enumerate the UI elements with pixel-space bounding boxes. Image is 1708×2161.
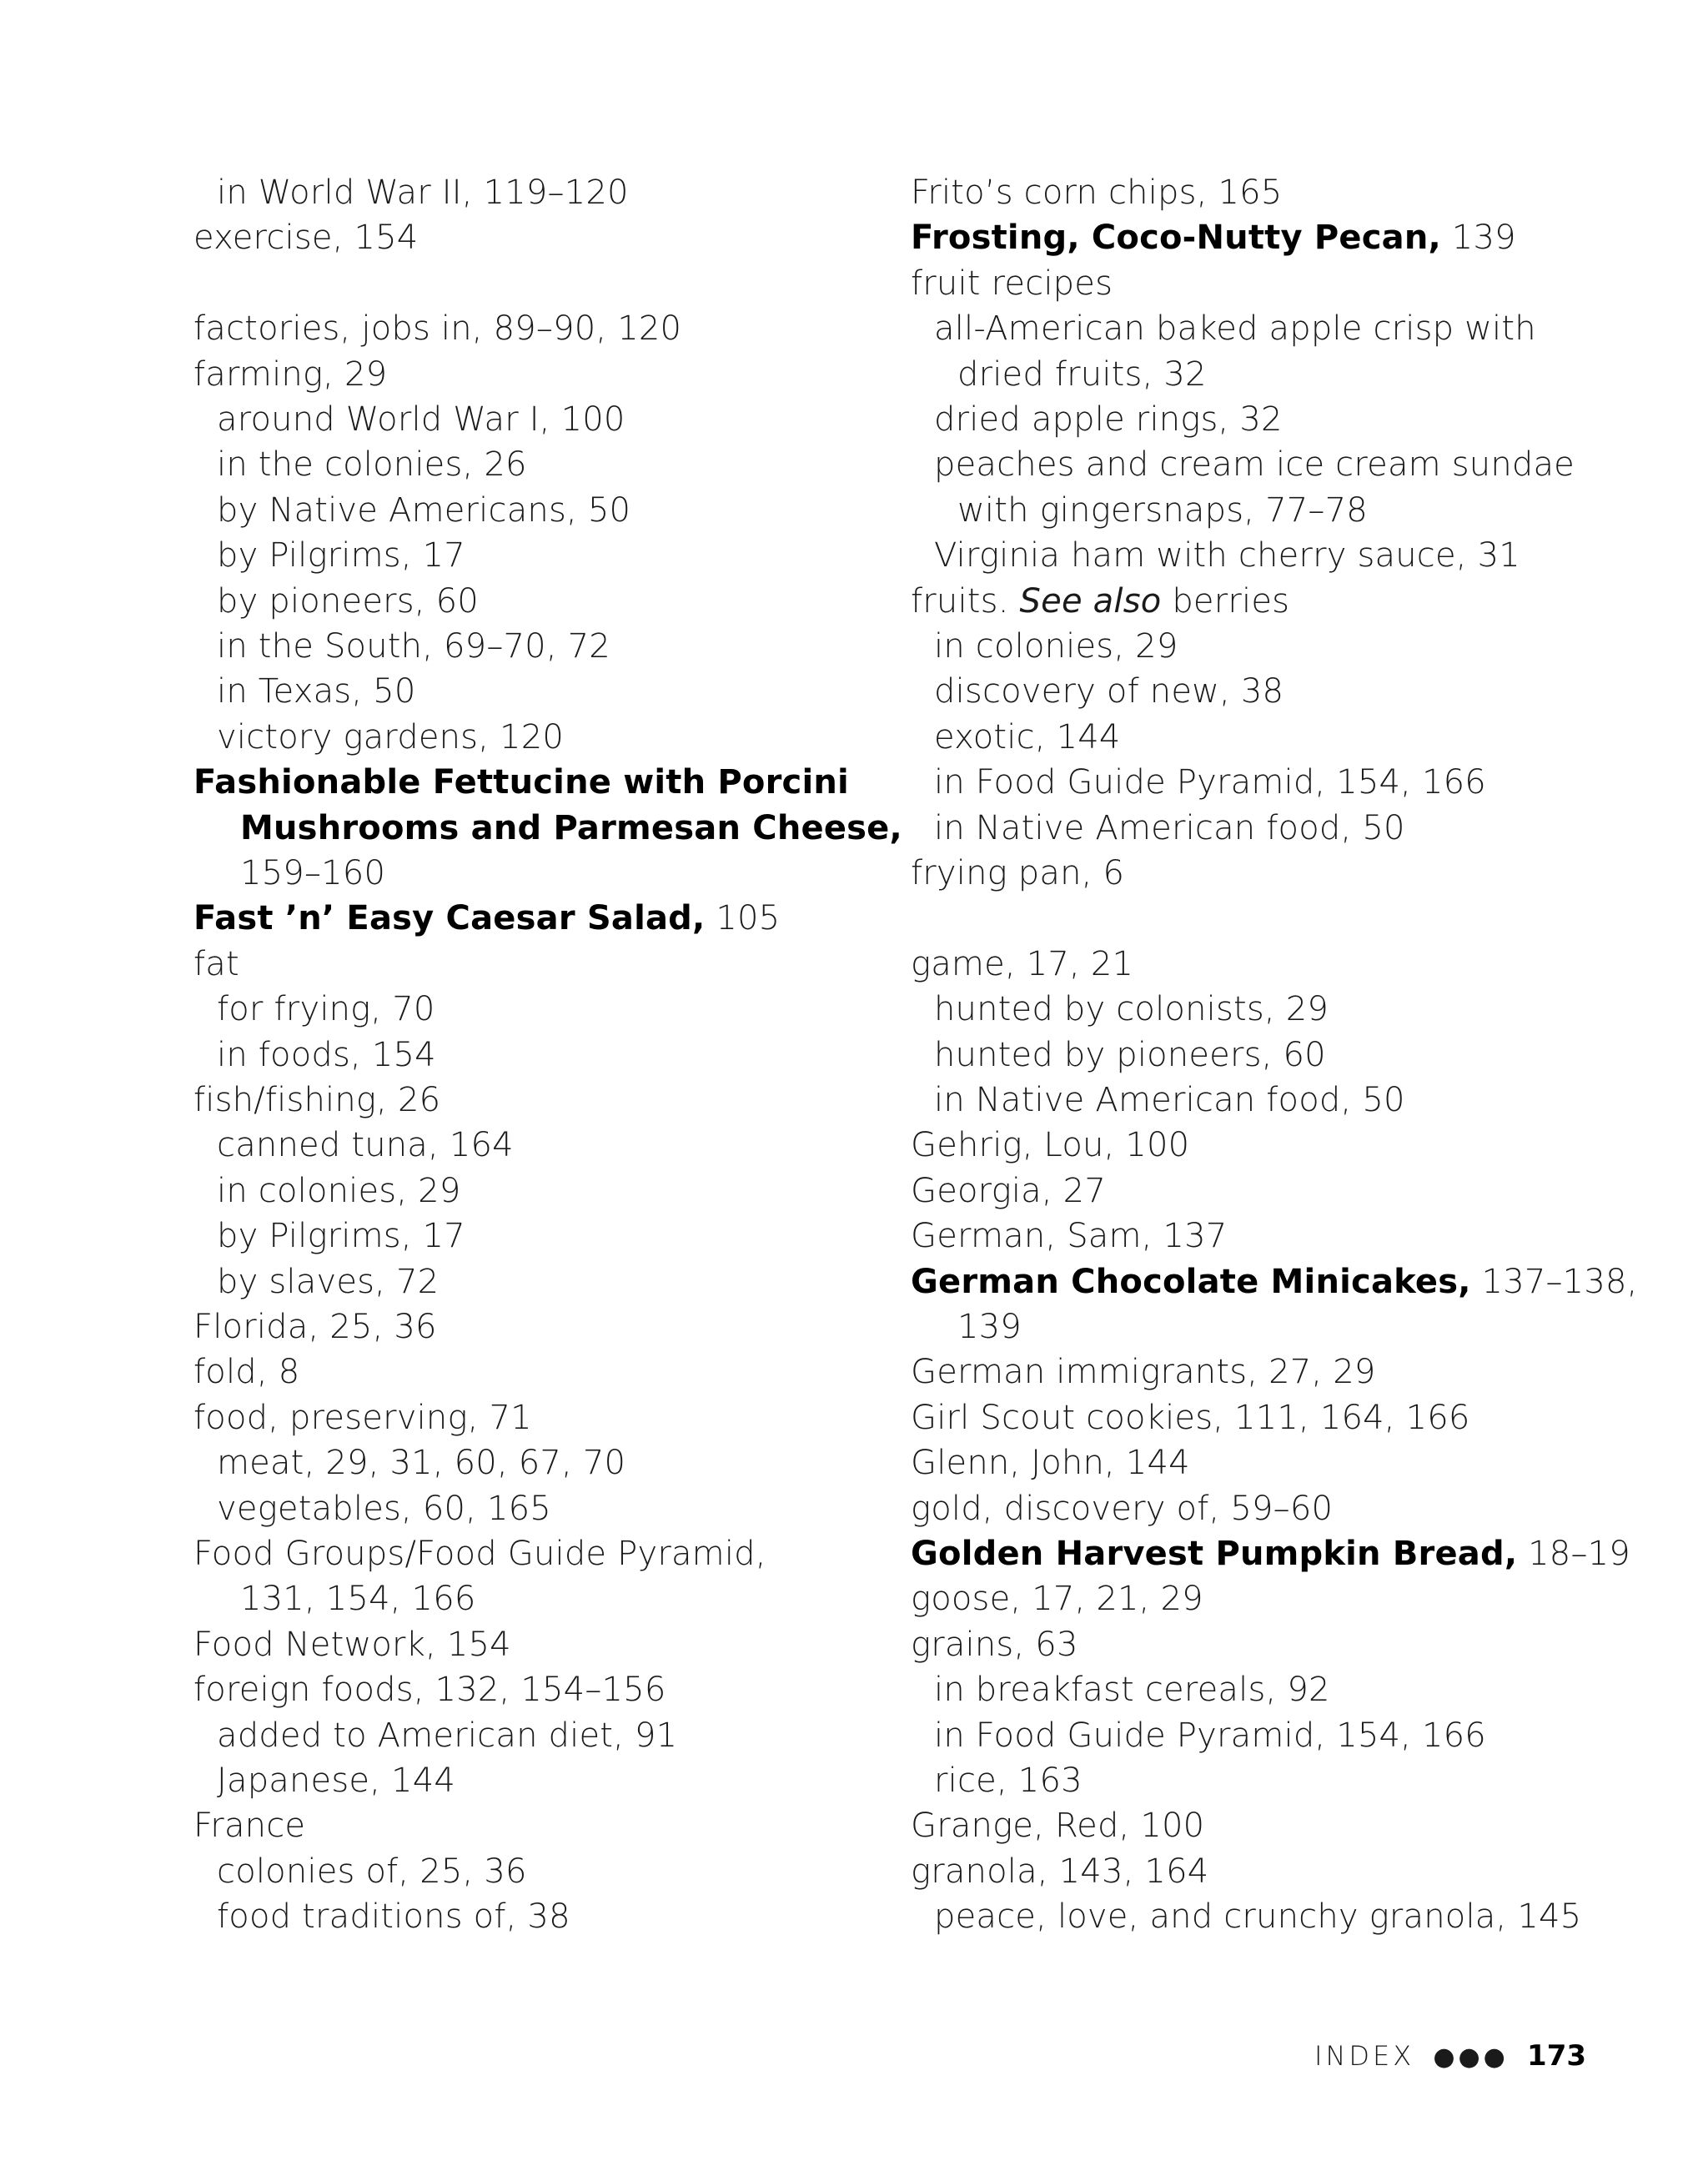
page-footer	[1314, 2035, 1586, 2077]
index-subentry	[911, 715, 1121, 760]
entry-text: peaches and cream ice cream sundae	[934, 445, 1575, 485]
index-subentry	[193, 851, 385, 896]
index-entry	[911, 1168, 1106, 1214]
index-subentry	[193, 1259, 439, 1304]
index-subentry	[911, 1667, 1330, 1712]
index-entry	[911, 579, 1289, 624]
index-subentry	[193, 624, 610, 669]
index-entry	[193, 760, 849, 805]
index-entry	[193, 352, 387, 397]
entry-text: 159–160	[240, 854, 386, 892]
entry-text: in colonies, 29	[934, 627, 1178, 666]
entry-text: in the South, 69–70, 72	[217, 627, 610, 666]
index-entry	[911, 1849, 1208, 1894]
index-entry	[911, 1622, 1078, 1667]
entry-text: fruit recipes	[911, 264, 1113, 303]
entry-text: by slaves, 72	[217, 1262, 440, 1301]
index-subentry	[193, 669, 415, 714]
index-entry	[911, 1803, 1204, 1848]
entry-text: in Native American food, 50	[934, 808, 1405, 847]
index-entry	[193, 306, 681, 351]
index-subentry	[911, 1758, 1083, 1803]
entry-text: game, 17, 21	[911, 944, 1134, 983]
entry-text: German, Sam, 137	[911, 1217, 1228, 1256]
index-entry	[193, 896, 780, 941]
index-subentry	[911, 442, 1575, 487]
entry-text: for frying, 70	[217, 990, 435, 1029]
page-number: 173	[1527, 2039, 1587, 2073]
entry-text: 18–19	[1517, 1535, 1630, 1573]
index-subentry	[911, 806, 1405, 851]
entry-text: hunted by pioneers, 60	[934, 1035, 1326, 1074]
entry-text: Gehrig, Lou, 100	[911, 1126, 1190, 1165]
entry-text: peace, love, and crunchy granola, 145	[934, 1897, 1582, 1937]
index-subentry	[193, 1214, 465, 1259]
index-subentry	[193, 170, 629, 215]
entry-text: Frito’s corn chips, 165	[911, 173, 1283, 212]
index-subentry	[911, 1033, 1326, 1078]
entry-text: 137–138,	[1470, 1262, 1638, 1301]
entry-text: hunted by colonists, 29	[934, 990, 1329, 1029]
entry-text: frying pan, 6	[911, 854, 1125, 892]
entry-text: in Food Guide Pyramid, 154, 166	[934, 1716, 1486, 1755]
entry-text: 139	[957, 1308, 1022, 1346]
index-entry	[911, 942, 1133, 987]
index-subentry	[911, 1894, 1581, 1939]
index-subentry	[193, 1033, 436, 1078]
entry-text: goose, 17, 21, 29	[911, 1580, 1203, 1619]
entry-text: 105	[705, 899, 781, 938]
cross-reference: See also	[1019, 581, 1162, 621]
index-entry	[911, 1395, 1470, 1440]
entry-text: Florida, 25, 36	[193, 1308, 437, 1346]
index-subentry	[193, 806, 902, 851]
entry-text: foreign foods, 132, 154–156	[193, 1671, 666, 1710]
index-subentry	[911, 352, 1207, 397]
index-entry	[193, 1803, 305, 1848]
entry-text: in breakfast cereals, 92	[934, 1671, 1330, 1710]
entry-text: 139	[1440, 219, 1516, 258]
entry-text: Girl Scout cookies, 111, 164, 166	[911, 1398, 1470, 1437]
index-subentry	[911, 533, 1520, 578]
entry-text: dried fruits, 32	[957, 354, 1207, 394]
entry-text: Virginia ham with cherry sauce, 31	[934, 536, 1520, 575]
bullet-dots-icon: ●●●	[1433, 2043, 1509, 2072]
index-entry	[911, 1123, 1189, 1168]
entry-text: in Native American food, 50	[934, 1081, 1405, 1119]
entry-text: dried apple rings, 32	[934, 400, 1283, 439]
index-entry	[193, 1667, 666, 1712]
index-subentry	[193, 1849, 527, 1894]
index-entry	[193, 1304, 437, 1349]
entry-text: exotic, 144	[934, 717, 1121, 756]
index-entry	[911, 170, 1282, 215]
entry-text: Georgia, 27	[911, 1171, 1106, 1210]
index-subentry	[911, 306, 1536, 351]
recipe-title: Golden Harvest Pumpkin Bread,	[911, 1535, 1518, 1573]
index-subentry	[193, 1894, 570, 1939]
index-entry	[193, 1531, 766, 1576]
entry-text: rice, 163	[934, 1761, 1083, 1800]
entry-text: grains, 63	[911, 1625, 1078, 1664]
entry-text: around World War I, 100	[217, 400, 625, 439]
entry-text: all-American baked apple crisp with	[934, 309, 1536, 349]
index-subentry	[193, 442, 527, 487]
index-entry	[911, 1531, 1630, 1576]
entry-text: victory gardens, 120	[217, 717, 564, 756]
index-subentry	[193, 987, 435, 1032]
index-entry	[193, 215, 418, 260]
index-entry	[193, 1622, 511, 1667]
entry-text: Glenn, John, 144	[911, 1444, 1190, 1483]
entry-text: fold, 8	[193, 1353, 300, 1392]
index-subentry	[911, 1304, 1022, 1349]
recipe-title: Mushrooms and Parmesan Cheese,	[240, 808, 902, 847]
entry-text: canned tuna, 164	[217, 1126, 514, 1165]
entry-text: in foods, 154	[217, 1035, 436, 1074]
index-subentry	[193, 1168, 460, 1214]
index-subentry	[193, 1576, 476, 1621]
recipe-title: Fashionable Fettucine with Porcini	[193, 763, 849, 802]
entry-text: granola, 143, 164	[911, 1852, 1209, 1891]
entry-text: discovery of new, 38	[934, 672, 1284, 711]
index-entry	[193, 942, 239, 987]
index-subentry	[193, 1440, 625, 1485]
entry-text: in World War II, 119–120	[217, 173, 629, 212]
index-subentry	[193, 1758, 455, 1803]
index-entry	[911, 1440, 1190, 1485]
recipe-title: Fast ’n’ Easy Caesar Salad,	[193, 899, 706, 938]
entry-text: exercise, 154	[193, 219, 419, 258]
index-subentry	[911, 1078, 1405, 1123]
entry-text: Japanese, 144	[217, 1761, 455, 1800]
index-entry	[911, 1486, 1333, 1531]
index-subentry	[911, 397, 1283, 442]
index-entry	[911, 1576, 1203, 1621]
entry-text: with gingersnaps, 77–78	[957, 490, 1368, 530]
entry-text: farming, 29	[193, 354, 388, 394]
entry-text: Food Network, 154	[193, 1625, 511, 1664]
entry-text: in Texas, 50	[217, 672, 416, 711]
entry-text: gold, discovery of, 59–60	[911, 1489, 1334, 1528]
recipe-title: Frosting, Coco-Nutty Pecan,	[911, 219, 1441, 258]
entry-text: fruits.	[911, 581, 1020, 621]
entry-text: food traditions of, 38	[217, 1897, 570, 1937]
entry-text: fish/fishing, 26	[193, 1081, 441, 1119]
index-subentry	[193, 488, 630, 533]
index-subentry	[911, 488, 1368, 533]
index-subentry	[193, 1486, 551, 1531]
entry-text: 131, 154, 166	[240, 1580, 476, 1619]
entry-text: by Pilgrims, 17	[217, 536, 465, 575]
index-entry	[911, 1214, 1227, 1259]
index-entry	[193, 1078, 440, 1123]
index-entry	[911, 1259, 1638, 1304]
index-entry	[193, 1349, 299, 1395]
entry-text: in the colonies, 26	[217, 445, 527, 485]
index-subentry	[193, 397, 625, 442]
entry-text: by pioneers, 60	[217, 581, 479, 621]
entry-text: by Native Americans, 50	[217, 490, 631, 530]
index-subentry	[911, 624, 1178, 669]
index-subentry	[911, 760, 1486, 805]
index-subentry	[911, 987, 1329, 1032]
entry-text: Food Groups/Food Guide Pyramid,	[193, 1535, 766, 1573]
entry-text: in colonies, 29	[217, 1171, 461, 1210]
recipe-title: German Chocolate Minicakes,	[911, 1262, 1471, 1301]
index-entry	[911, 261, 1113, 306]
entry-text: Grange, Red, 100	[911, 1807, 1205, 1846]
entry-text: by Pilgrims, 17	[217, 1217, 465, 1256]
entry-text: food, preserving, 71	[193, 1398, 532, 1437]
index-subentry	[193, 533, 465, 578]
index-subentry	[193, 1713, 677, 1758]
index-entry	[911, 851, 1124, 896]
entry-text: vegetables, 60, 165	[217, 1489, 551, 1528]
index-subentry	[911, 669, 1284, 714]
entry-text: factories, jobs in, 89–90, 120	[193, 309, 682, 349]
running-footer-label: INDEX	[1314, 2040, 1415, 2072]
index-subentry	[193, 715, 564, 760]
entry-text: added to American diet, 91	[217, 1716, 678, 1755]
index-subentry	[193, 579, 479, 624]
entry-text: German immigrants, 27, 29	[911, 1353, 1376, 1392]
entry-text: meat, 29, 31, 60, 67, 70	[217, 1444, 626, 1483]
entry-text: fat	[193, 944, 239, 983]
entry-text: France	[193, 1807, 306, 1846]
index-entry	[911, 215, 1516, 260]
index-subentry	[911, 1713, 1486, 1758]
entry-text: in Food Guide Pyramid, 154, 166	[934, 763, 1486, 802]
index-subentry	[193, 1123, 514, 1168]
index-entry	[911, 1349, 1376, 1395]
entry-text: colonies of, 25, 36	[217, 1852, 527, 1891]
index-entry	[193, 1395, 532, 1440]
entry-text: berries	[1161, 581, 1290, 621]
